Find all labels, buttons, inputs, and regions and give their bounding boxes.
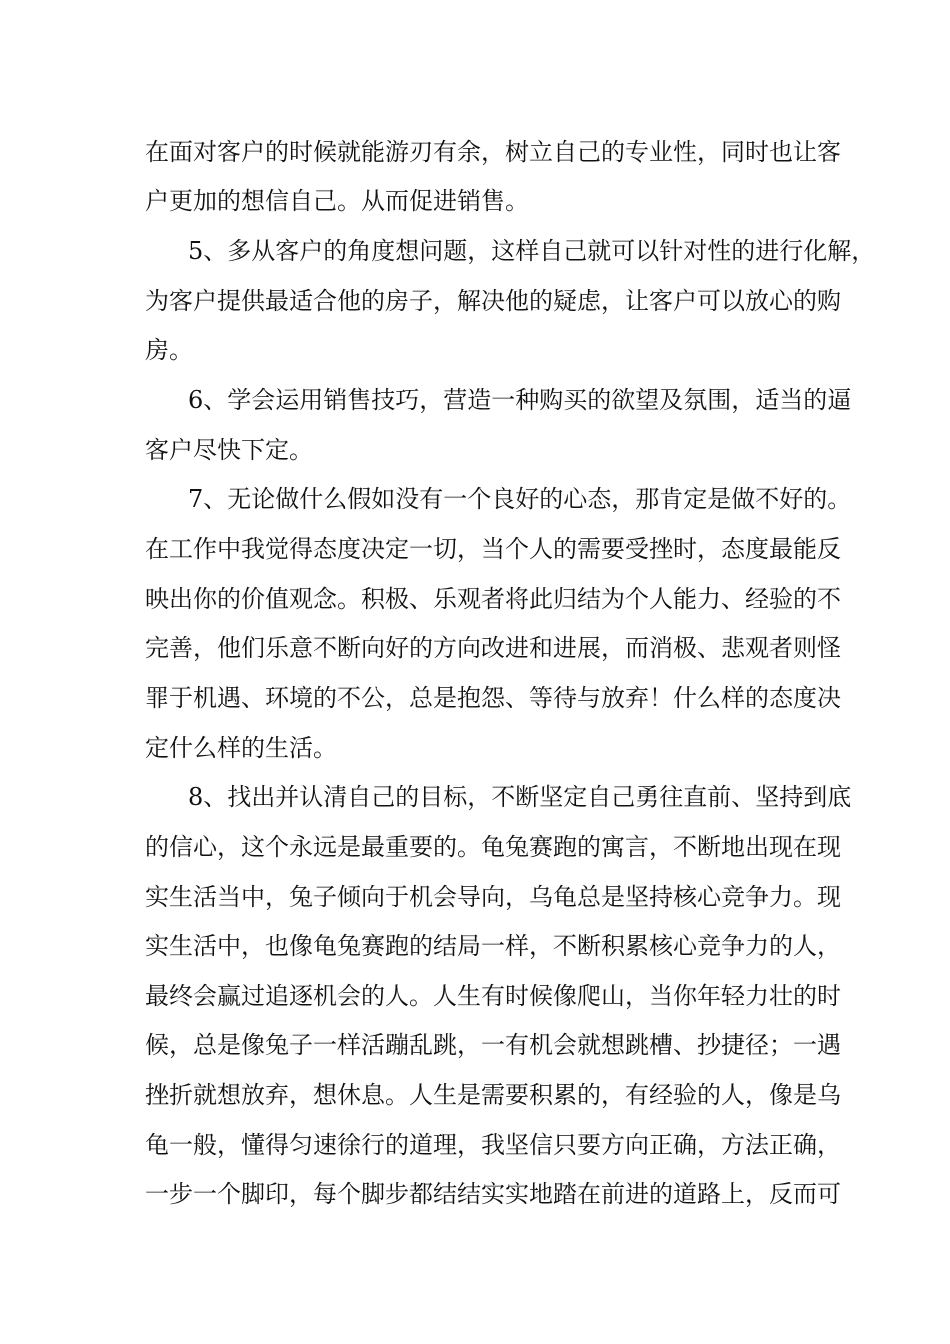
text-line: 在工作中我觉得态度决定一切，当个人的需要受挫时，态度最能反 [145,535,841,563]
text-line: 6、学会运用销售技巧，营造一种购买的欲望及氛围，适当的逼 [188,386,852,414]
text-line: 7、无论做什么假如没有一个良好的心态，那肯定是做不好的。 [188,485,852,513]
text-line: 为客户提供最适合他的房子，解决他的疑虑，让客户可以放心的购 [145,287,841,315]
text-line: 最终会赢过追逐机会的人。人生有时候像爬山，当你年轻力壮的时 [145,982,841,1010]
text-line: 完善，他们乐意不断向好的方向改进和进展，而消极、悲观者则怪 [145,634,841,662]
text-line: 客户尽快下定。 [145,436,313,464]
text-line: 户更加的想信自己。从而促进销售。 [145,187,529,215]
text-line: 房。 [145,336,193,364]
text-line: 龟一般，懂得匀速徐行的道理，我坚信只要方向正确，方法正确， [145,1131,841,1159]
text-line: 一步一个脚印，每个脚步都结结实实地踏在前进的道路上，反而可 [145,1180,841,1208]
text-line: 罪于机遇、环境的不公，总是抱怨、等待与放弃！什么样的态度决 [145,684,841,712]
text-line: 8、找出并认清自己的目标，不断坚定自己勇往直前、坚持到底 [188,783,852,811]
text-line: 实生活当中，兔子倾向于机会导向，乌龟总是坚持核心竞争力。现 [145,883,841,911]
text-line: 定什么样的生活。 [145,734,337,762]
text-line: 的信心，这个永远是最重要的。龟兔赛跑的寓言，不断地出现在现 [145,833,841,861]
text-line: 5、多从客户的角度想问题，这样自己就可以针对性的进行化解， [188,237,876,265]
text-line: 映出你的价值观念。积极、乐观者将此归结为个人能力、经验的不 [145,585,841,613]
text-line: 候，总是像兔子一样活蹦乱跳，一有机会就想跳槽、抄捷径；一遇 [145,1031,841,1059]
text-line: 实生活中，也像龟兔赛跑的结局一样，不断积累核心竞争力的人， [145,932,841,960]
text-line: 挫折就想放弃，想休息。人生是需要积累的，有经验的人，像是乌 [145,1081,841,1109]
text-line: 在面对客户的时候就能游刃有余，树立自己的专业性，同时也让客 [145,138,841,166]
